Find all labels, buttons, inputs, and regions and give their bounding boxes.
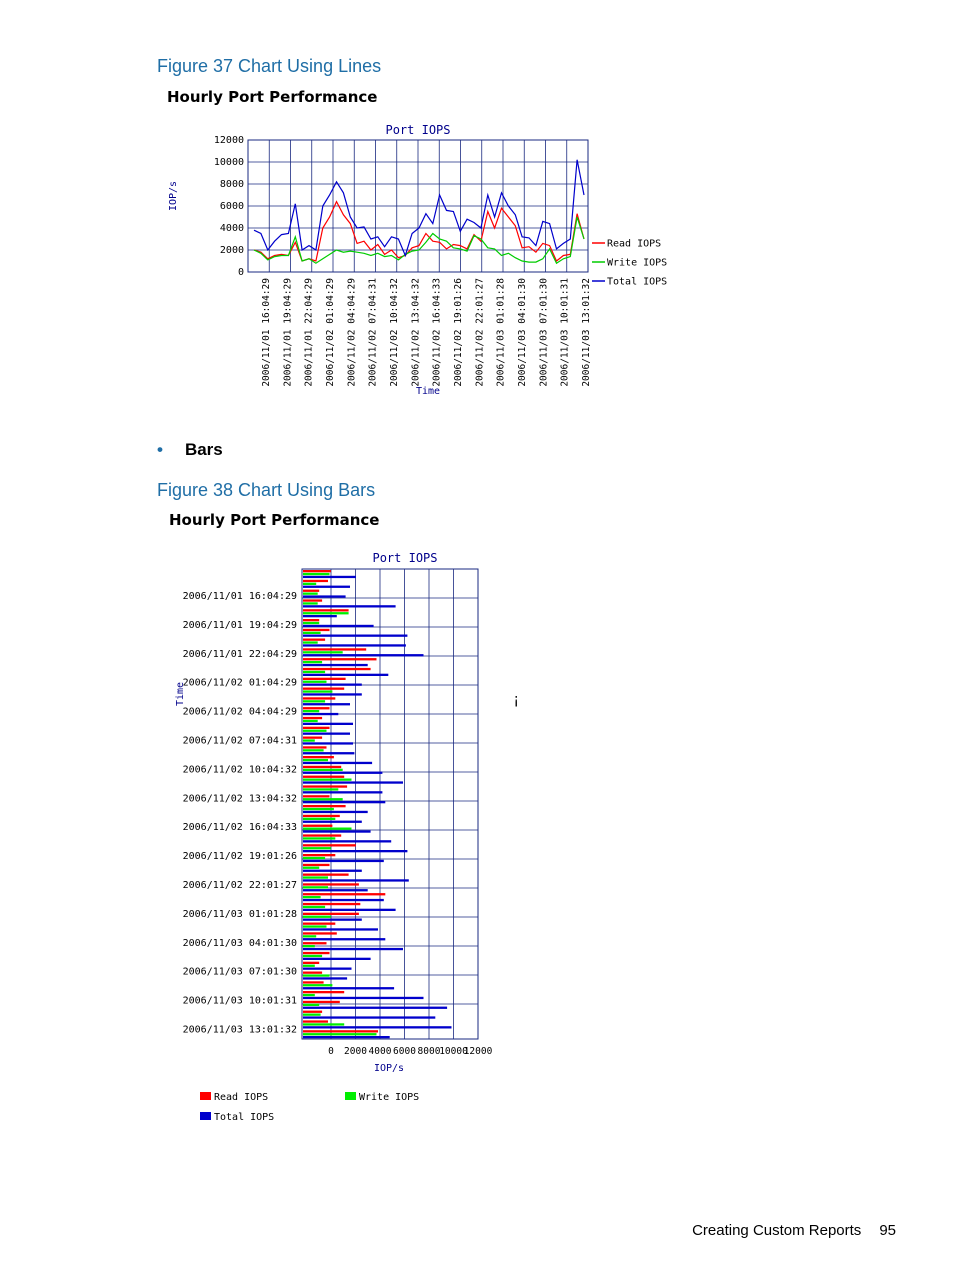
bar-read-iops	[303, 639, 325, 641]
bullet-item-bars	[157, 440, 223, 460]
bar-read-iops	[303, 962, 319, 964]
bar-read-iops	[303, 952, 330, 954]
y-category-label: 2006/11/02 22:01:27	[182, 880, 297, 891]
bar-total-iops	[303, 576, 356, 578]
bar-total-iops	[303, 713, 338, 715]
series-line-read-iops	[254, 202, 584, 261]
y-category-label: 2006/11/02 10:04:32	[182, 764, 297, 776]
bar-read-iops	[303, 972, 322, 974]
legend-label: Read IOPS	[214, 1092, 269, 1103]
bar-write-iops	[303, 906, 325, 908]
bar-read-iops	[303, 923, 335, 925]
bar-read-iops	[303, 619, 319, 621]
bar-read-iops	[303, 815, 340, 817]
bar-read-iops	[303, 658, 377, 660]
bar-write-iops	[303, 788, 338, 790]
legend-label: Read IOPS	[607, 238, 662, 250]
bar-total-iops	[303, 811, 368, 813]
bar-total-iops	[303, 684, 362, 686]
footer-section: Creating Custom Reports	[692, 1222, 862, 1239]
bar-total-iops	[303, 733, 350, 735]
bar-read-iops	[303, 795, 330, 797]
bar-read-iops	[303, 688, 344, 690]
bar-read-iops	[303, 883, 359, 885]
y-category-label: 2006/11/03 13:01:32	[182, 1024, 297, 1036]
bar-write-iops	[303, 759, 328, 761]
bar-total-iops	[303, 772, 382, 774]
bar-total-iops	[303, 850, 407, 852]
x-axis-label: Time	[415, 386, 441, 397]
bar-write-iops	[303, 798, 343, 800]
bar-write-iops	[303, 828, 352, 830]
bar-total-iops	[303, 1036, 390, 1038]
bar-write-iops	[303, 602, 318, 604]
bar-read-iops	[303, 727, 330, 729]
y-tick-label: 4000	[219, 223, 244, 234]
x-tick-label: 2006/11/01 16:04:29	[261, 278, 272, 387]
bar-write-iops	[303, 632, 321, 634]
y-category-label: 2006/11/01 22:04:29	[182, 648, 297, 660]
y-category-label: 2006/11/03 07:01:30	[182, 966, 297, 978]
x-tick-label: 2006/11/03 10:01:31	[559, 278, 571, 387]
y-tick-label: 10000	[213, 157, 244, 168]
x-tick-label: 12000	[463, 1046, 493, 1057]
bar-chart	[150, 540, 530, 1135]
legend-label: Write IOPS	[607, 257, 668, 269]
series-line-write-iops	[254, 217, 584, 263]
bar-write-iops	[303, 955, 322, 957]
bar-write-iops	[303, 1004, 319, 1006]
y-category-label: 2006/11/01 19:04:29	[182, 619, 297, 631]
bar-write-iops	[303, 984, 332, 986]
legend-swatch	[345, 1092, 356, 1100]
y-category-label: 2006/11/03 04:01:30	[182, 937, 297, 949]
bar-read-iops	[303, 648, 366, 650]
bar-write-iops	[303, 1014, 321, 1016]
x-tick-label: 2006/11/02 22:01:27	[474, 278, 486, 387]
bar-total-iops	[303, 752, 354, 754]
x-tick-label: 2006/11/03 13:01:32	[581, 278, 592, 387]
figure-38-subtitle: Hourly Port Performance	[169, 511, 380, 529]
bar-total-iops	[303, 860, 384, 862]
bar-total-iops	[303, 742, 353, 744]
bar-write-iops	[303, 681, 327, 683]
x-axis-label: IOP/s	[373, 1063, 405, 1074]
bar-total-iops	[303, 958, 371, 960]
bar-read-iops	[303, 834, 341, 836]
bar-read-iops	[303, 981, 324, 983]
bar-total-iops	[303, 693, 362, 695]
y-tick-label: 0	[237, 267, 244, 278]
legend-label: Total IOPS	[607, 276, 668, 288]
bar-write-iops	[303, 661, 322, 663]
bar-write-iops	[303, 749, 324, 751]
bar-read-iops	[303, 1030, 378, 1032]
bar-total-iops	[303, 919, 362, 921]
bar-total-iops	[303, 703, 350, 705]
x-tick-label: 2006/11/02 07:04:31	[367, 278, 379, 387]
bar-write-iops	[303, 612, 349, 614]
bar-write-iops	[303, 622, 319, 624]
bar-read-iops	[303, 825, 332, 827]
bar-read-iops	[303, 707, 330, 709]
bullet-dot: •	[157, 440, 163, 459]
x-tick-label: 2006/11/02 04:04:29	[346, 278, 358, 387]
figure-37-caption: Figure 37 Chart Using Lines	[157, 56, 382, 76]
bar-write-iops	[303, 739, 315, 741]
y-axis-label: Time	[175, 681, 186, 707]
bar-read-iops	[303, 746, 327, 748]
bar-write-iops	[303, 583, 316, 585]
bar-read-iops	[303, 599, 322, 601]
bar-read-iops	[303, 785, 347, 787]
x-tick-label: 2006/11/01 22:04:29	[303, 278, 315, 387]
bar-write-iops	[303, 700, 325, 702]
x-tick-label: 2006/11/02 10:04:32	[389, 278, 400, 387]
legend-label: Write IOPS	[359, 1092, 420, 1103]
bar-write-iops	[303, 857, 325, 859]
bar-total-iops	[303, 664, 368, 666]
bar-read-iops	[303, 1020, 328, 1022]
figure-37-subtitle: Hourly Port Performance	[167, 88, 378, 106]
bar-write-iops	[303, 818, 335, 820]
bar-write-iops	[303, 641, 318, 643]
chart-title: Port IOPS	[372, 551, 438, 565]
y-category-label: 2006/11/02 07:04:31	[182, 735, 297, 747]
x-tick-label: 10000	[439, 1046, 468, 1057]
bar-write-iops	[303, 886, 328, 888]
bar-write-iops	[303, 710, 319, 712]
legend-swatch	[200, 1112, 211, 1120]
bar-write-iops	[303, 896, 321, 898]
bar-write-iops	[303, 935, 316, 937]
bar-read-iops	[303, 737, 322, 739]
x-tick-label: 4000	[368, 1046, 392, 1057]
bar-write-iops	[303, 1023, 344, 1025]
bar-total-iops	[303, 762, 372, 764]
bar-write-iops	[303, 671, 325, 673]
bar-read-iops	[303, 1011, 322, 1013]
x-tick-label: 2006/11/02 01:04:29	[325, 278, 336, 387]
x-tick-label: 2000	[344, 1046, 367, 1057]
series-line-total-iops	[254, 160, 584, 256]
bar-total-iops	[303, 948, 403, 950]
bar-total-iops	[303, 625, 374, 627]
bar-read-iops	[303, 864, 330, 866]
bar-total-iops	[303, 909, 396, 911]
y-category-label: 2006/11/02 13:04:32	[182, 793, 297, 805]
y-category-label: 2006/11/02 01:04:29	[182, 677, 297, 689]
bar-total-iops	[303, 899, 384, 901]
bar-read-iops	[303, 893, 385, 895]
x-tick-label: 2006/11/01 19:04:29	[282, 278, 294, 387]
bar-total-iops	[303, 781, 403, 783]
bar-read-iops	[303, 766, 341, 768]
bar-total-iops	[303, 968, 352, 970]
bar-total-iops	[303, 654, 424, 656]
bar-write-iops	[303, 945, 315, 947]
bar-total-iops	[303, 605, 396, 607]
bar-total-iops	[303, 801, 385, 803]
x-tick-label: 2006/11/03 04:01:30	[517, 278, 528, 387]
bar-write-iops	[303, 847, 331, 849]
bar-write-iops	[303, 730, 327, 732]
bar-total-iops	[303, 840, 391, 842]
bar-read-iops	[303, 844, 356, 846]
bar-write-iops	[303, 867, 319, 869]
stray-mark: ¡	[512, 692, 521, 708]
bar-total-iops	[303, 879, 409, 881]
bar-read-iops	[303, 756, 334, 758]
bar-total-iops	[303, 674, 388, 676]
x-tick-label: 2006/11/02 19:01:26	[453, 278, 464, 387]
bar-write-iops	[303, 916, 331, 918]
bar-read-iops	[303, 697, 335, 699]
page-footer	[674, 1222, 896, 1239]
bar-total-iops	[303, 928, 378, 930]
bar-total-iops	[303, 644, 406, 646]
bar-read-iops	[303, 580, 328, 582]
figure-38-caption: Figure 38 Chart Using Bars	[157, 480, 376, 500]
bar-write-iops	[303, 769, 343, 771]
chart-title: Port IOPS	[385, 123, 451, 137]
bar-write-iops	[303, 1033, 377, 1035]
bar-write-iops	[303, 573, 330, 575]
legend-swatch	[200, 1092, 211, 1100]
x-tick-label: 2006/11/03 01:01:28	[495, 278, 507, 387]
bar-total-iops	[303, 635, 407, 637]
legend-label: Total IOPS	[214, 1112, 275, 1123]
bar-write-iops	[303, 651, 343, 653]
bar-write-iops	[303, 593, 318, 595]
bar-write-iops	[303, 779, 352, 781]
bar-read-iops	[303, 629, 330, 631]
bar-total-iops	[303, 938, 385, 940]
page-number: 95	[879, 1222, 896, 1239]
y-category-label: 2006/11/03 10:01:31	[182, 995, 297, 1007]
bar-total-iops	[303, 889, 368, 891]
bar-read-iops	[303, 717, 322, 719]
bar-read-iops	[303, 805, 346, 807]
bar-write-iops	[303, 965, 315, 967]
bar-read-iops	[303, 609, 349, 611]
bar-read-iops	[303, 903, 360, 905]
bar-write-iops	[303, 690, 332, 692]
bar-read-iops	[303, 1001, 340, 1003]
bar-total-iops	[303, 586, 350, 588]
bar-write-iops	[303, 876, 328, 878]
y-category-label: 2006/11/02 04:04:29	[182, 706, 297, 718]
bar-write-iops	[303, 808, 334, 810]
x-tick-label: 2006/11/03 07:01:30	[538, 278, 550, 387]
bar-total-iops	[303, 1026, 452, 1028]
y-category-label: 2006/11/02 19:01:26	[182, 851, 297, 863]
bar-read-iops	[303, 942, 327, 944]
bar-read-iops	[303, 991, 344, 993]
y-tick-label: 2000	[219, 245, 244, 256]
x-tick-label: 8000	[417, 1046, 441, 1057]
y-category-label: 2006/11/02 16:04:33	[182, 822, 297, 834]
bar-total-iops	[303, 1016, 435, 1018]
y-tick-label: 6000	[219, 201, 244, 212]
x-tick-label: 6000	[393, 1046, 416, 1057]
bar-read-iops	[303, 776, 344, 778]
bar-total-iops	[303, 595, 346, 597]
bar-write-iops	[303, 720, 318, 722]
y-axis-label: IOP/s	[168, 180, 179, 212]
bar-write-iops	[303, 994, 315, 996]
bar-read-iops	[303, 874, 349, 876]
bar-read-iops	[303, 668, 371, 670]
bar-total-iops	[303, 791, 382, 793]
bar-write-iops	[303, 837, 335, 839]
bar-read-iops	[303, 913, 359, 915]
bullet-label: Bars	[184, 440, 223, 459]
bar-read-iops	[303, 932, 337, 934]
bar-write-iops	[303, 925, 327, 927]
y-category-label: 2006/11/03 01:01:28	[182, 908, 297, 920]
bar-write-iops	[303, 974, 330, 976]
y-tick-label: 12000	[213, 135, 244, 146]
bar-total-iops	[303, 1007, 447, 1009]
bar-total-iops	[303, 615, 337, 617]
x-tick-label: 2006/11/02 13:04:32	[410, 278, 422, 387]
bar-total-iops	[303, 987, 394, 989]
y-tick-label: 8000	[219, 179, 244, 190]
bar-read-iops	[303, 854, 335, 856]
bar-read-iops	[303, 570, 331, 572]
bar-total-iops	[303, 997, 424, 999]
line-chart	[150, 118, 710, 403]
x-tick-label: 2006/11/02 16:04:33	[431, 278, 443, 387]
bar-read-iops	[303, 678, 346, 680]
y-category-label: 2006/11/01 16:04:29	[182, 591, 297, 602]
bar-total-iops	[303, 723, 353, 725]
bar-total-iops	[303, 821, 362, 823]
bar-total-iops	[303, 977, 347, 979]
bar-total-iops	[303, 870, 362, 872]
bar-total-iops	[303, 830, 371, 832]
bar-read-iops	[303, 590, 319, 592]
x-tick-label: 0	[328, 1046, 334, 1057]
